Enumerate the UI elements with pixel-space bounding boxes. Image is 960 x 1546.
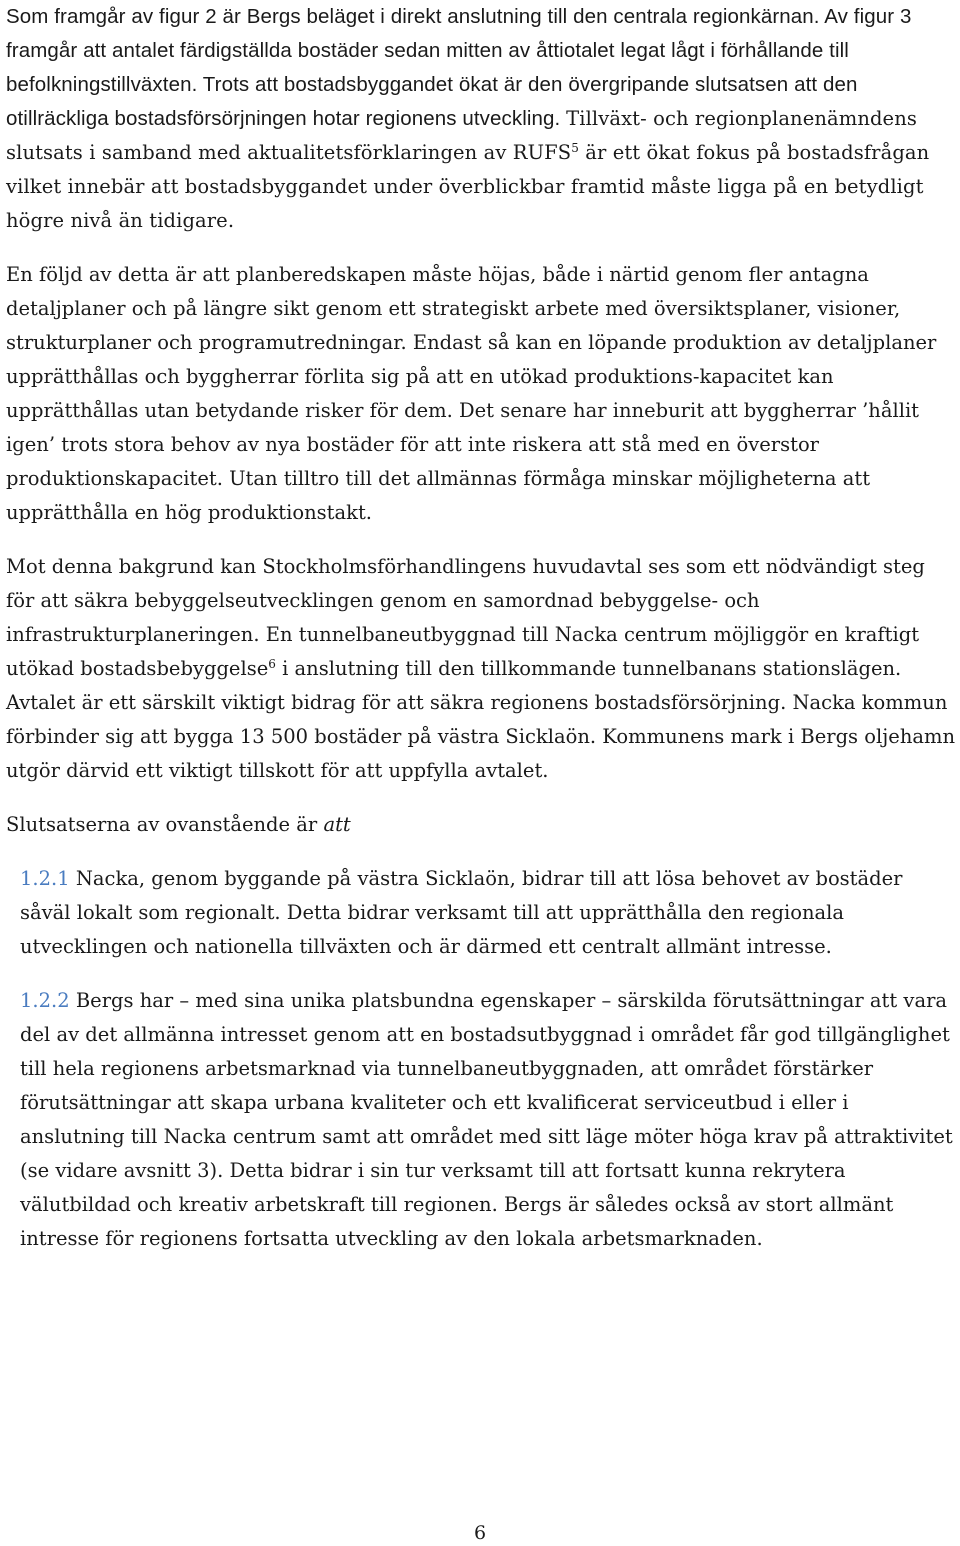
paragraph-1 [6, 0, 956, 238]
item-1-number: 1.2.1 [20, 867, 70, 890]
conclusions-intro-italic: att [323, 813, 351, 836]
footnote-ref-5: 5 [571, 141, 579, 155]
item-2-number: 1.2.2 [20, 989, 70, 1012]
paragraph-3-text-b: i anslutning till den tillkommande tunnelbanans stationslägen. Avtalet är ett särskilt viktigt bidrag för att säkra regionens bostadsförsörjning. Nacka kommun förbinder sig att bygga 13 500 bostäder på västra Sicklaön. Kommunens mark i Bergs oljehamn utgör därvid ett viktigt tillskott för att uppfylla avtalet. [6, 657, 956, 782]
document-page [6, 0, 956, 1256]
paragraph-2: En följd av detta är att planberedskapen måste höjas, både i närtid genom fler antagna detaljplaner och på längre sikt genom ett strategiskt arbete med översiktsplaner, visioner, strukturplaner och programutredningar. Endast så kan en löpande produktion av detaljplaner upprätthållas och byggherrar förlita sig på att en utökad produktions-kapacitet kan upprätthållas utan betydande risker för dem. Det senare har inneburit att byggherrar ’hållit igen’ trots stora behov av nya bostäder för att inte riskera att stå med en överstor produktionskapacitet. Utan tilltro till det allmännas förmåga minskar möjligheterna att upprätthålla en hög produktionstakt. [6, 263, 937, 524]
numbered-item-1 [6, 862, 956, 964]
paragraph-1-text-b: Tillväxt- och regionplanenämndens slutsats i samband med aktualitetsförklaringen av RUFS [6, 107, 917, 164]
page-number: 6 [473, 1522, 487, 1544]
paragraph-3-text-a: Mot denna bakgrund kan Stockholmsförhandlingens huvudavtal ses som ett nödvändigt steg för att säkra bebyggelseutvecklingen genom en samordnad bebyggelse- och infrastrukturplaneringen. En tunnelbaneutbyggnad till Nacka centrum möjliggör en kraftigt utökad bostadsbebyggelse [6, 555, 925, 680]
conclusions-intro: Slutsatserna av ovanstående är [6, 813, 318, 836]
numbered-item-2 [6, 984, 956, 1256]
item-1-text: Nacka, genom byggande på västra Sicklaön, bidrar till att lösa behovet av bostäder såväl lokalt som regionalt. Detta bidrar verksamt till att upprätthålla den regionala utvecklingen och nationella tillväxten och är därmed ett centralt allmänt intresse. [20, 867, 903, 958]
item-2-text: Bergs har – med sina unika platsbundna egenskaper – särskilda förutsättningar att vara del av det allmänna intresset genom att en bostadsutbyggnad i området får god tillgänglighet till hela regionens arbetsmarknad via tunnelbaneutbyggnaden, att området förstärker förutsättningar att skapa urbana kvaliteter och ett kvalificerat serviceutbud i eller i anslutning till Nacka centrum samt att området med sitt läge möter höga krav på attraktivitet (se vidare avsnitt 3). Detta bidrar i sin tur verksamt till att fortsatt kunna rekrytera välutbildad och kreativ arbetskraft till regionen. Bergs är således också av stort allmänt intresse för regionens fortsatta utveckling av den lokala arbetsmarknaden. [20, 989, 953, 1250]
paragraph-3 [6, 550, 956, 788]
paragraph-1-text-c: är ett ökat fokus på bostadsfrågan vilket innebär att bostadsbyggandet under överblickbar framtid måste ligga på en betydligt högre nivå än tidigare. [6, 141, 930, 232]
footnote-ref-6: 6 [268, 657, 276, 671]
paragraph-4 [6, 808, 956, 842]
paragraph-1-sans-text: Som framgår av figur 2 är Bergs beläget i direkt anslutning till den centrala regionkärnan. Av figur 3 framgår att antalet färdigställda bostäder sedan mitten av åttiotalet legat lågt i förhållande till befolkningstillväxten. Trots att bostadsbyggandet ökat är den övergripande slutsatsen att den otillräckliga bostadsförsörjningen hotar regionens utveckling. [6, 5, 912, 130]
